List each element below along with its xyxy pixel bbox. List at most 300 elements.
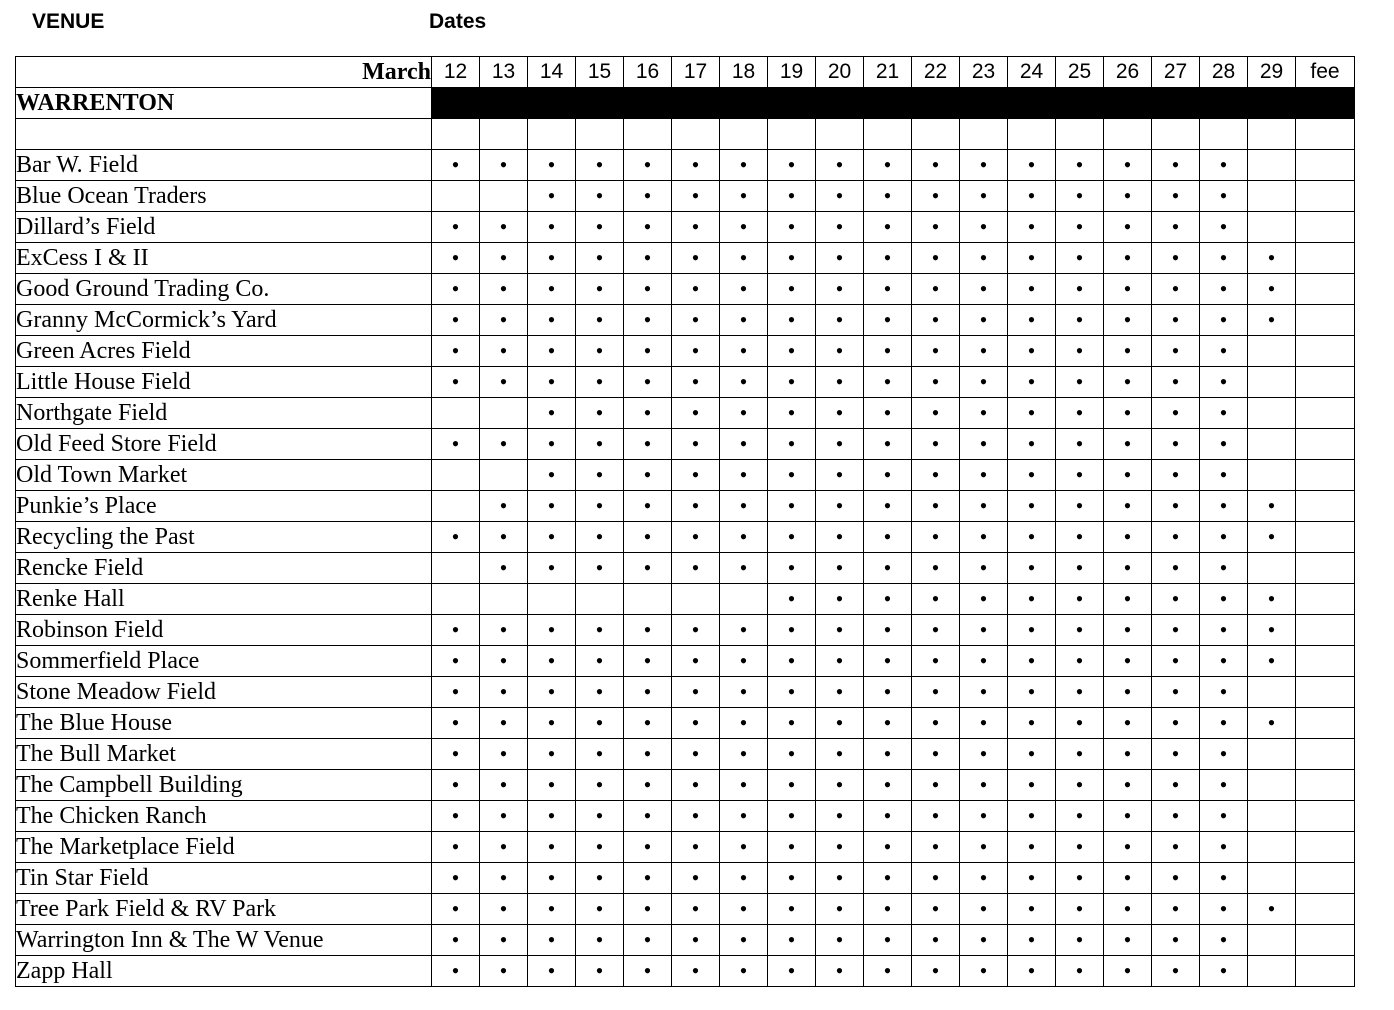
table-row [16, 832, 1355, 863]
open-day-marker: • [768, 367, 816, 398]
open-day-marker: • [960, 367, 1008, 398]
open-day-marker: • [480, 553, 528, 584]
open-day-marker: • [1104, 739, 1152, 770]
open-day-marker: • [864, 801, 912, 832]
open-day-marker: • [672, 708, 720, 739]
open-day-marker: • [1056, 553, 1104, 584]
open-day-marker: • [432, 150, 480, 181]
open-day-marker: • [1008, 150, 1056, 181]
open-day-marker: • [1104, 801, 1152, 832]
day-header-23: 23 [960, 57, 1008, 88]
open-day-marker: • [1200, 429, 1248, 460]
open-day-marker: • [672, 522, 720, 553]
open-day-marker: • [672, 243, 720, 274]
open-day-marker: • [624, 274, 672, 305]
open-day-marker: • [1056, 305, 1104, 336]
empty-day-cell [1248, 770, 1296, 801]
open-day-marker: • [816, 150, 864, 181]
day-header-12: 12 [432, 57, 480, 88]
open-day-marker: • [624, 522, 672, 553]
open-day-marker: • [528, 615, 576, 646]
open-day-marker: • [768, 708, 816, 739]
open-day-marker: • [1008, 181, 1056, 212]
open-day-marker: • [528, 739, 576, 770]
open-day-marker: • [528, 708, 576, 739]
open-day-marker: • [1008, 677, 1056, 708]
fee-cell [1296, 460, 1355, 491]
open-day-marker: • [1056, 894, 1104, 925]
table-row [16, 429, 1355, 460]
fee-cell [1296, 677, 1355, 708]
open-day-marker: • [960, 429, 1008, 460]
open-day-marker: • [1200, 522, 1248, 553]
open-day-marker: • [720, 677, 768, 708]
open-day-marker: • [576, 181, 624, 212]
open-day-marker: • [624, 894, 672, 925]
open-day-marker: • [1152, 956, 1200, 987]
open-day-marker: • [624, 832, 672, 863]
open-day-marker: • [1200, 212, 1248, 243]
open-day-marker: • [1056, 677, 1104, 708]
open-day-marker: • [672, 336, 720, 367]
open-day-marker: • [816, 491, 864, 522]
open-day-marker: • [432, 305, 480, 336]
fee-cell [1296, 956, 1355, 987]
empty-day-cell [1248, 429, 1296, 460]
open-day-marker: • [1152, 305, 1200, 336]
open-day-marker: • [672, 770, 720, 801]
table-row [16, 274, 1355, 305]
open-day-marker: • [960, 832, 1008, 863]
open-day-marker: • [1104, 460, 1152, 491]
open-day-marker: • [1200, 181, 1248, 212]
open-day-marker: • [576, 863, 624, 894]
open-day-marker: • [768, 181, 816, 212]
open-day-marker: • [624, 181, 672, 212]
open-day-marker: • [576, 770, 624, 801]
open-day-marker: • [1200, 398, 1248, 429]
open-day-marker: • [576, 739, 624, 770]
open-day-marker: • [528, 429, 576, 460]
open-day-marker: • [960, 646, 1008, 677]
open-day-marker: • [912, 894, 960, 925]
open-day-marker: • [720, 553, 768, 584]
open-day-marker: • [1200, 305, 1248, 336]
open-day-marker: • [912, 646, 960, 677]
empty-day-cell [1248, 212, 1296, 243]
open-day-marker: • [672, 553, 720, 584]
open-day-marker: • [1200, 243, 1248, 274]
open-day-marker: • [1152, 925, 1200, 956]
open-day-marker: • [816, 305, 864, 336]
open-day-marker: • [1152, 491, 1200, 522]
empty-day-cell [1248, 336, 1296, 367]
open-day-marker: • [720, 367, 768, 398]
open-day-marker: • [528, 956, 576, 987]
open-day-marker: • [624, 398, 672, 429]
venue-name: The Campbell Building [16, 770, 432, 801]
open-day-marker: • [624, 708, 672, 739]
blank-cell [432, 119, 480, 150]
fee-cell [1296, 739, 1355, 770]
open-day-marker: • [1008, 429, 1056, 460]
open-day-marker: • [624, 615, 672, 646]
open-day-marker: • [672, 925, 720, 956]
open-day-marker: • [1200, 956, 1248, 987]
open-day-marker: • [912, 243, 960, 274]
open-day-marker: • [1152, 367, 1200, 398]
month-label: March [16, 57, 432, 88]
open-day-marker: • [912, 181, 960, 212]
blank-cell [1296, 119, 1355, 150]
section-title: WARRENTON [16, 88, 432, 119]
open-day-marker: • [720, 243, 768, 274]
open-day-marker: • [1056, 584, 1104, 615]
open-day-marker: • [624, 801, 672, 832]
empty-day-cell [672, 584, 720, 615]
fee-cell [1296, 429, 1355, 460]
table-row [16, 677, 1355, 708]
open-day-marker: • [624, 212, 672, 243]
open-day-marker: • [864, 646, 912, 677]
open-day-marker: • [912, 212, 960, 243]
open-day-marker: • [720, 150, 768, 181]
open-day-marker: • [768, 243, 816, 274]
open-day-marker: • [720, 832, 768, 863]
open-day-marker: • [1056, 925, 1104, 956]
open-day-marker: • [624, 429, 672, 460]
open-day-marker: • [1200, 615, 1248, 646]
open-day-marker: • [576, 243, 624, 274]
open-day-marker: • [768, 584, 816, 615]
open-day-marker: • [1152, 522, 1200, 553]
blank-cell [576, 119, 624, 150]
empty-day-cell [1248, 801, 1296, 832]
empty-day-cell [480, 181, 528, 212]
fee-cell [1296, 305, 1355, 336]
open-day-marker: • [1104, 894, 1152, 925]
open-day-marker: • [528, 677, 576, 708]
open-day-marker: • [672, 274, 720, 305]
open-day-marker: • [1104, 522, 1152, 553]
open-day-marker: • [576, 708, 624, 739]
open-day-marker: • [528, 491, 576, 522]
venue-schedule-table [15, 56, 1355, 987]
open-day-marker: • [768, 460, 816, 491]
open-day-marker: • [624, 863, 672, 894]
open-day-marker: • [768, 274, 816, 305]
table-row [16, 646, 1355, 677]
open-day-marker: • [816, 801, 864, 832]
open-day-marker: • [816, 212, 864, 243]
open-day-marker: • [528, 398, 576, 429]
blank-cell [960, 119, 1008, 150]
fee-cell [1296, 646, 1355, 677]
table-row [16, 801, 1355, 832]
open-day-marker: • [960, 522, 1008, 553]
open-day-marker: • [672, 212, 720, 243]
open-day-marker: • [1248, 522, 1296, 553]
open-day-marker: • [576, 956, 624, 987]
open-day-marker: • [1056, 150, 1104, 181]
empty-day-cell [432, 491, 480, 522]
open-day-marker: • [480, 832, 528, 863]
day-header-27: 27 [1152, 57, 1200, 88]
open-day-marker: • [576, 894, 624, 925]
blank-cell [912, 119, 960, 150]
open-day-marker: • [1104, 832, 1152, 863]
open-day-marker: • [1200, 863, 1248, 894]
open-day-marker: • [672, 398, 720, 429]
venue-name: Old Feed Store Field [16, 429, 432, 460]
open-day-marker: • [816, 398, 864, 429]
open-day-marker: • [576, 615, 624, 646]
empty-day-cell [432, 181, 480, 212]
open-day-marker: • [816, 274, 864, 305]
open-day-marker: • [1200, 460, 1248, 491]
open-day-marker: • [1056, 212, 1104, 243]
open-day-marker: • [480, 336, 528, 367]
open-day-marker: • [576, 429, 624, 460]
open-day-marker: • [1200, 832, 1248, 863]
open-day-marker: • [912, 336, 960, 367]
blank-cell [480, 119, 528, 150]
table-row [16, 708, 1355, 739]
open-day-marker: • [1104, 398, 1152, 429]
venue-column-heading: VENUE [32, 10, 105, 33]
open-day-marker: • [528, 925, 576, 956]
open-day-marker: • [1248, 491, 1296, 522]
open-day-marker: • [576, 398, 624, 429]
open-day-marker: • [624, 925, 672, 956]
blank-cell [528, 119, 576, 150]
open-day-marker: • [1056, 801, 1104, 832]
open-day-marker: • [768, 739, 816, 770]
fee-cell [1296, 801, 1355, 832]
open-day-marker: • [1104, 956, 1152, 987]
open-day-marker: • [912, 460, 960, 491]
open-day-marker: • [432, 243, 480, 274]
empty-day-cell [1248, 956, 1296, 987]
open-day-marker: • [576, 832, 624, 863]
open-day-marker: • [1056, 398, 1104, 429]
open-day-marker: • [864, 894, 912, 925]
empty-day-cell [1248, 398, 1296, 429]
open-day-marker: • [1152, 894, 1200, 925]
fee-cell [1296, 150, 1355, 181]
open-day-marker: • [864, 770, 912, 801]
open-day-marker: • [720, 522, 768, 553]
open-day-marker: • [960, 181, 1008, 212]
empty-day-cell [1248, 863, 1296, 894]
open-day-marker: • [720, 925, 768, 956]
open-day-marker: • [480, 429, 528, 460]
open-day-marker: • [480, 243, 528, 274]
empty-day-cell [480, 398, 528, 429]
open-day-marker: • [528, 863, 576, 894]
open-day-marker: • [912, 491, 960, 522]
open-day-marker: • [912, 739, 960, 770]
table-row [16, 553, 1355, 584]
open-day-marker: • [1152, 801, 1200, 832]
open-day-marker: • [672, 739, 720, 770]
open-day-marker: • [1008, 367, 1056, 398]
open-day-marker: • [624, 305, 672, 336]
open-day-marker: • [1008, 894, 1056, 925]
open-day-marker: • [672, 460, 720, 491]
open-day-marker: • [864, 491, 912, 522]
open-day-marker: • [912, 677, 960, 708]
empty-day-cell [576, 584, 624, 615]
open-day-marker: • [960, 677, 1008, 708]
open-day-marker: • [1056, 336, 1104, 367]
open-day-marker: • [480, 367, 528, 398]
open-day-marker: • [816, 708, 864, 739]
open-day-marker: • [1056, 522, 1104, 553]
open-day-marker: • [624, 150, 672, 181]
table-row [16, 522, 1355, 553]
open-day-marker: • [864, 398, 912, 429]
open-day-marker: • [624, 646, 672, 677]
open-day-marker: • [864, 677, 912, 708]
open-day-marker: • [1008, 553, 1056, 584]
open-day-marker: • [960, 460, 1008, 491]
open-day-marker: • [480, 677, 528, 708]
open-day-marker: • [432, 677, 480, 708]
table-row [16, 894, 1355, 925]
open-day-marker: • [672, 801, 720, 832]
open-day-marker: • [1104, 615, 1152, 646]
day-header-26: 26 [1104, 57, 1152, 88]
open-day-marker: • [864, 553, 912, 584]
table-row [16, 150, 1355, 181]
open-day-marker: • [864, 460, 912, 491]
open-day-marker: • [864, 832, 912, 863]
empty-day-cell [1248, 739, 1296, 770]
open-day-marker: • [1008, 491, 1056, 522]
table-row [16, 367, 1355, 398]
blank-cell [1152, 119, 1200, 150]
open-day-marker: • [1008, 925, 1056, 956]
open-day-marker: • [960, 398, 1008, 429]
open-day-marker: • [768, 770, 816, 801]
empty-day-cell [1248, 150, 1296, 181]
open-day-marker: • [1056, 863, 1104, 894]
open-day-marker: • [720, 646, 768, 677]
open-day-marker: • [720, 181, 768, 212]
open-day-marker: • [912, 553, 960, 584]
table-row [16, 863, 1355, 894]
fee-cell [1296, 398, 1355, 429]
open-day-marker: • [720, 460, 768, 491]
open-day-marker: • [960, 491, 1008, 522]
open-day-marker: • [576, 460, 624, 491]
open-day-marker: • [1056, 770, 1104, 801]
open-day-marker: • [624, 491, 672, 522]
open-day-marker: • [1056, 181, 1104, 212]
open-day-marker: • [528, 212, 576, 243]
open-day-marker: • [480, 925, 528, 956]
empty-day-cell [1248, 367, 1296, 398]
day-header-22: 22 [912, 57, 960, 88]
open-day-marker: • [960, 801, 1008, 832]
open-day-marker: • [768, 925, 816, 956]
empty-day-cell [1248, 460, 1296, 491]
open-day-marker: • [1104, 274, 1152, 305]
open-day-marker: • [1104, 429, 1152, 460]
open-day-marker: • [576, 491, 624, 522]
fee-cell [1296, 584, 1355, 615]
venue-name: ExCess I & II [16, 243, 432, 274]
open-day-marker: • [432, 894, 480, 925]
open-day-marker: • [960, 553, 1008, 584]
fee-cell [1296, 181, 1355, 212]
venue-name: Robinson Field [16, 615, 432, 646]
open-day-marker: • [672, 646, 720, 677]
open-day-marker: • [720, 491, 768, 522]
blank-cell [1008, 119, 1056, 150]
open-day-marker: • [624, 336, 672, 367]
open-day-marker: • [432, 956, 480, 987]
table-row [16, 925, 1355, 956]
open-day-marker: • [528, 801, 576, 832]
open-day-marker: • [1200, 770, 1248, 801]
open-day-marker: • [480, 150, 528, 181]
empty-day-cell [1248, 553, 1296, 584]
open-day-marker: • [960, 863, 1008, 894]
open-day-marker: • [528, 305, 576, 336]
blank-cell [672, 119, 720, 150]
open-day-marker: • [816, 863, 864, 894]
open-day-marker: • [1104, 243, 1152, 274]
open-day-marker: • [864, 863, 912, 894]
open-day-marker: • [1200, 801, 1248, 832]
open-day-marker: • [576, 212, 624, 243]
open-day-marker: • [1152, 274, 1200, 305]
open-day-marker: • [1104, 677, 1152, 708]
open-day-marker: • [1248, 894, 1296, 925]
day-header-24: 24 [1008, 57, 1056, 88]
empty-day-cell [1248, 925, 1296, 956]
open-day-marker: • [864, 708, 912, 739]
open-day-marker: • [960, 243, 1008, 274]
open-day-marker: • [480, 491, 528, 522]
open-day-marker: • [480, 274, 528, 305]
venue-name: Green Acres Field [16, 336, 432, 367]
open-day-marker: • [1200, 491, 1248, 522]
day-header-21: 21 [864, 57, 912, 88]
open-day-marker: • [768, 956, 816, 987]
open-day-marker: • [432, 615, 480, 646]
open-day-marker: • [1152, 863, 1200, 894]
open-day-marker: • [816, 925, 864, 956]
open-day-marker: • [1008, 646, 1056, 677]
open-day-marker: • [1008, 708, 1056, 739]
open-day-marker: • [1200, 336, 1248, 367]
open-day-marker: • [816, 367, 864, 398]
open-day-marker: • [960, 615, 1008, 646]
open-day-marker: • [1008, 398, 1056, 429]
open-day-marker: • [1008, 801, 1056, 832]
table-row [16, 956, 1355, 987]
venue-name: Good Ground Trading Co. [16, 274, 432, 305]
empty-day-cell [432, 584, 480, 615]
open-day-marker: • [576, 274, 624, 305]
open-day-marker: • [1248, 274, 1296, 305]
table-row [16, 584, 1355, 615]
open-day-marker: • [816, 739, 864, 770]
open-day-marker: • [768, 801, 816, 832]
